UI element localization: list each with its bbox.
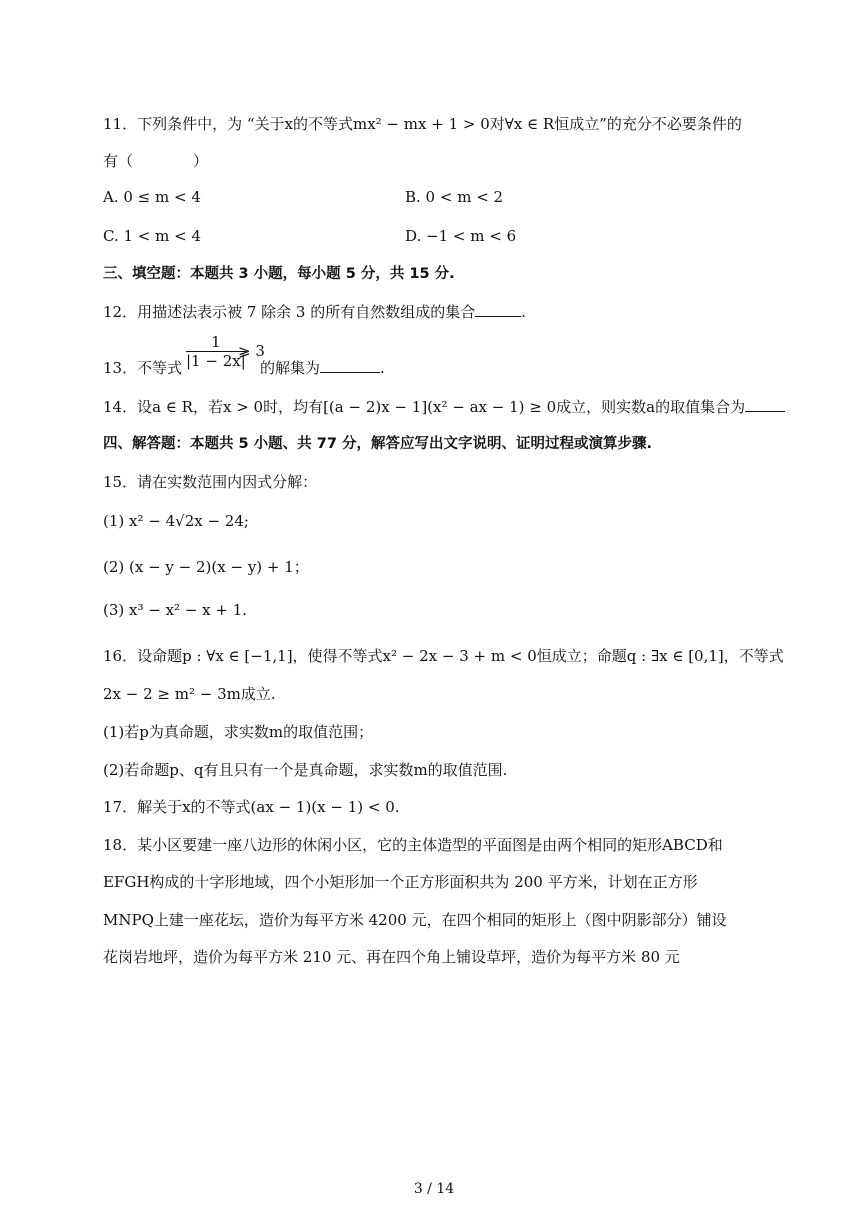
q18-line4: 花岗岩地坪，造价为每平方米 210 元、再在四个角上铺设草坪，造价为每平方米 80 元 [103,948,680,966]
q11-option-c: C. 1 < m < 4 [103,227,201,245]
q18-line1: 18．某小区要建一座八边形的休闲小区，它的主体造型的平面图是由两个相同的矩形ABCD和 [103,836,723,854]
q11-option-a: A. 0 ≤ m < 4 [103,188,201,206]
answer-blank [475,302,521,317]
page-number: 3 / 14 [413,1181,455,1197]
q18-line2: EFGH构成的十字形地域，四个小矩形加一个正方形面积共为 200 平方米，计划在正方形 [103,873,698,891]
q15-part-3: (3) x³ − x² − x + 1. [103,601,248,619]
q11-stem-line1: 11．下列条件中，为 “关于x的不等式mx² − mx + 1 > 0对∀x ∈ R恒成立”的充分不必要条件的 [103,115,742,133]
fraction-numerator: 1 [186,333,246,352]
q16-stem-line2: 2x − 2 ≥ m² − 3m成立. [103,685,276,703]
q11-stem-line2: 有（ ） [103,152,209,170]
q12-text: 12．用描述法表示被 7 除余 3 的所有自然数组成的集合 [103,303,476,321]
q16-stem-line1: 16．设命题p : ∀x ∈ [−1,1]，使得不等式x² − 2x − 3 + m < 0恒成立；命题q : ∃x ∈ [0,1]，不等式 [103,647,784,665]
q16-part-1: (1)若p为真命题，求实数m的取值范围； [103,723,374,741]
q14 [103,397,785,417]
q12-end: . [521,303,527,321]
q15-part-1: (1) x² − 4√2x − 24; [103,512,249,530]
q13-suffix [260,358,385,378]
q15-part-2: (2) (x − y − 2)(x − y) + 1； [103,558,309,576]
q11-option-d: D. −1 < m < 6 [405,227,517,245]
answer-blank [745,397,785,412]
answer-blank [320,358,380,373]
q18-line3: MNPQ上建一座花坛，造价为每平方米 4200 元，在四个相同的矩形上（图中阴影部分）铺设 [103,911,727,929]
q15-title: 15．请在实数范围内因式分解： [103,473,318,491]
q17: 17．解关于x的不等式(ax − 1)(x − 1) < 0. [103,798,400,816]
q12 [103,302,526,322]
q13-prefix: 13．不等式 [103,359,183,377]
q11-option-b: B. 0 < m < 2 [405,188,504,206]
q13-end: . [380,359,385,377]
q13-relation: ⩾ 3 [238,342,265,360]
fraction-denominator: |1 − 2x| [186,352,246,370]
q16-part-2: (2)若命题p、q有且只有一个是真命题，求实数m的取值范围. [103,761,508,779]
q14-text: 14．设a ∈ R，若x > 0时，均有[(a − 2)x − 1](x² − ax − 1) ≥ 0成立，则实数a的取值集合为 [103,398,746,416]
q13-suffix-text: 的解集为 [260,359,321,377]
section-4-heading: 四、解答题：本题共 5 小题、共 77 分，解答应写出文字说明、证明过程或演算步骤. [103,436,652,452]
section-3-heading: 三、填空题：本题共 3 小题，每小题 5 分，共 15 分. [103,266,455,282]
q13-fraction [186,333,246,370]
